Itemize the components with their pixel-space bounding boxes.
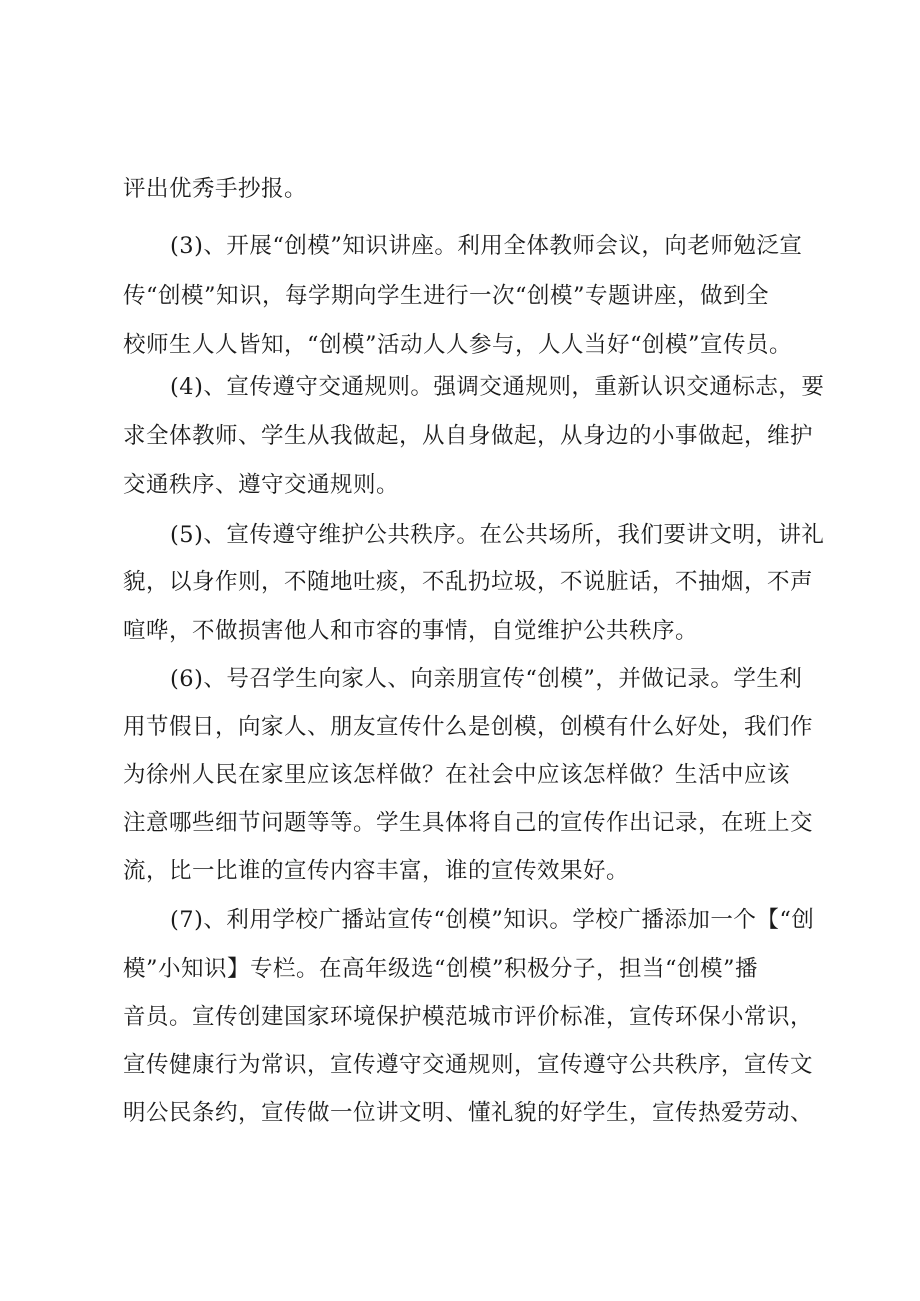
text-line: 为徐州人民在家里应该怎样做？在社会中应该怎样做？生活中应该 [123,762,791,788]
text-line: 音员。宣传创建国家环境保护模范城市评价标准，宣传环保小常识， [123,1004,814,1030]
paragraph-4-line: (4)、宣传遵守交通规则。强调交通规则，重新认识交通标志，要 [170,374,825,400]
text-line: 喧哗，不做损害他人和市容的事情，自觉维护公共秩序。 [123,618,699,644]
paragraph-7-line: (7)、利用学校广播站宣传“创模”知识。学校广播添加一个【“创 [170,907,815,933]
text-line: 用节假日，向家人、朋友宣传什么是创模，创模有什么好处，我们作 [123,714,814,740]
text-line: 宣传健康行为常识，宣传遵守交通规则，宣传遵守公共秩序，宣传文 [123,1052,814,1078]
text-line: 交通秩序、遵守交通规则。 [123,472,400,498]
text-line: 评出优秀手抄报。 [123,176,308,202]
paragraph-6-line: (6)、号召学生向家人、向亲朋宣传“创模”，并做记录。学生利 [170,666,803,692]
paragraph-5-line: (5)、宣传遵守维护公共秩序。在公共场所，我们要讲文明，讲礼 [170,522,825,548]
text-line: 传“创模”知识，每学期向学生进行一次“创模”专题讲座，做到全 [123,283,770,309]
text-line: 校师生人人皆知，“创模”活动人人参与，人人当好“创模”宣传员。 [123,332,793,358]
text-line: 明公民条约，宣传做一位讲文明、懂礼貌的好学生，宣传热爱劳动、 [123,1100,814,1126]
text-line: 注意哪些细节问题等等。学生具体将自己的宣传作出记录，在班上交 [123,810,814,836]
text-line: 流，比一比谁的宣传内容丰富，谁的宣传效果好。 [123,858,630,884]
text-line: 模”小知识】专栏。在高年级选“创模”积极分子，担当“创模”播 [123,956,759,982]
paragraph-3-line: (3)、开展“创模”知识讲座。利用全体教师会议，向老师勉泛宣 [170,233,803,259]
text-line: 求全体教师、学生从我做起，从自身做起，从身边的小事做起，维护 [123,423,814,449]
text-line: 貌，以身作则，不随地吐痰，不乱扔垃圾，不说脏话，不抽烟，不声 [123,569,814,595]
